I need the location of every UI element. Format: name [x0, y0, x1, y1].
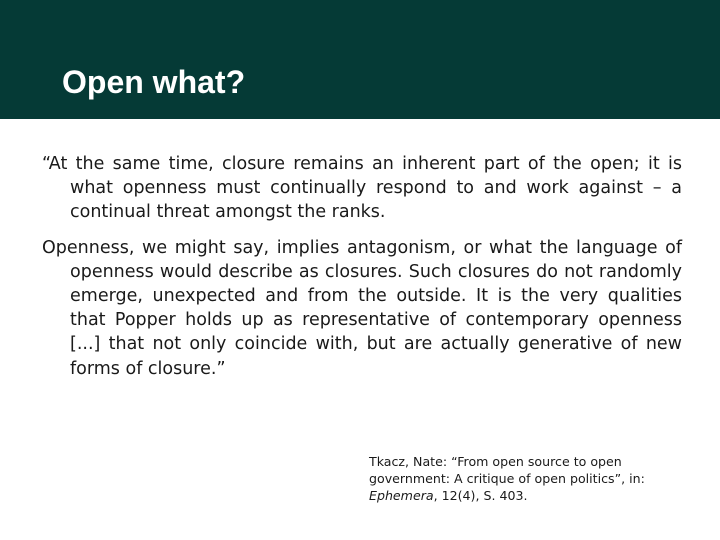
quote-body [42, 152, 682, 381]
citation-line-2: government: A critique of open politics”, in: [369, 471, 645, 486]
citation [369, 453, 689, 504]
quote-paragraph-1: “At the same time, closure remains an inherent part of the open; it is what openness must continually respond to and work against – a continual threat amongst the ranks. [42, 154, 682, 223]
title-bar [0, 0, 720, 119]
quote-paragraph-2: Openness, we might say, implies antagonism, or what the language of openness would describe as closures. Such closures do not randomly emerge, unexpected and from the outside. It is the very qualities that Popper holds up as representative of contemporary openness [...] that not only coincide with, but are actually generative of new forms of closure.” [42, 237, 682, 379]
citation-details: , 12(4), S. 403. [433, 488, 528, 503]
slide-title: Open what? [62, 64, 246, 100]
citation-line-1: Tkacz, Nate: “From open source to open [369, 454, 622, 469]
citation-line-3 [369, 488, 528, 503]
citation-journal: Ephemera [369, 488, 434, 503]
